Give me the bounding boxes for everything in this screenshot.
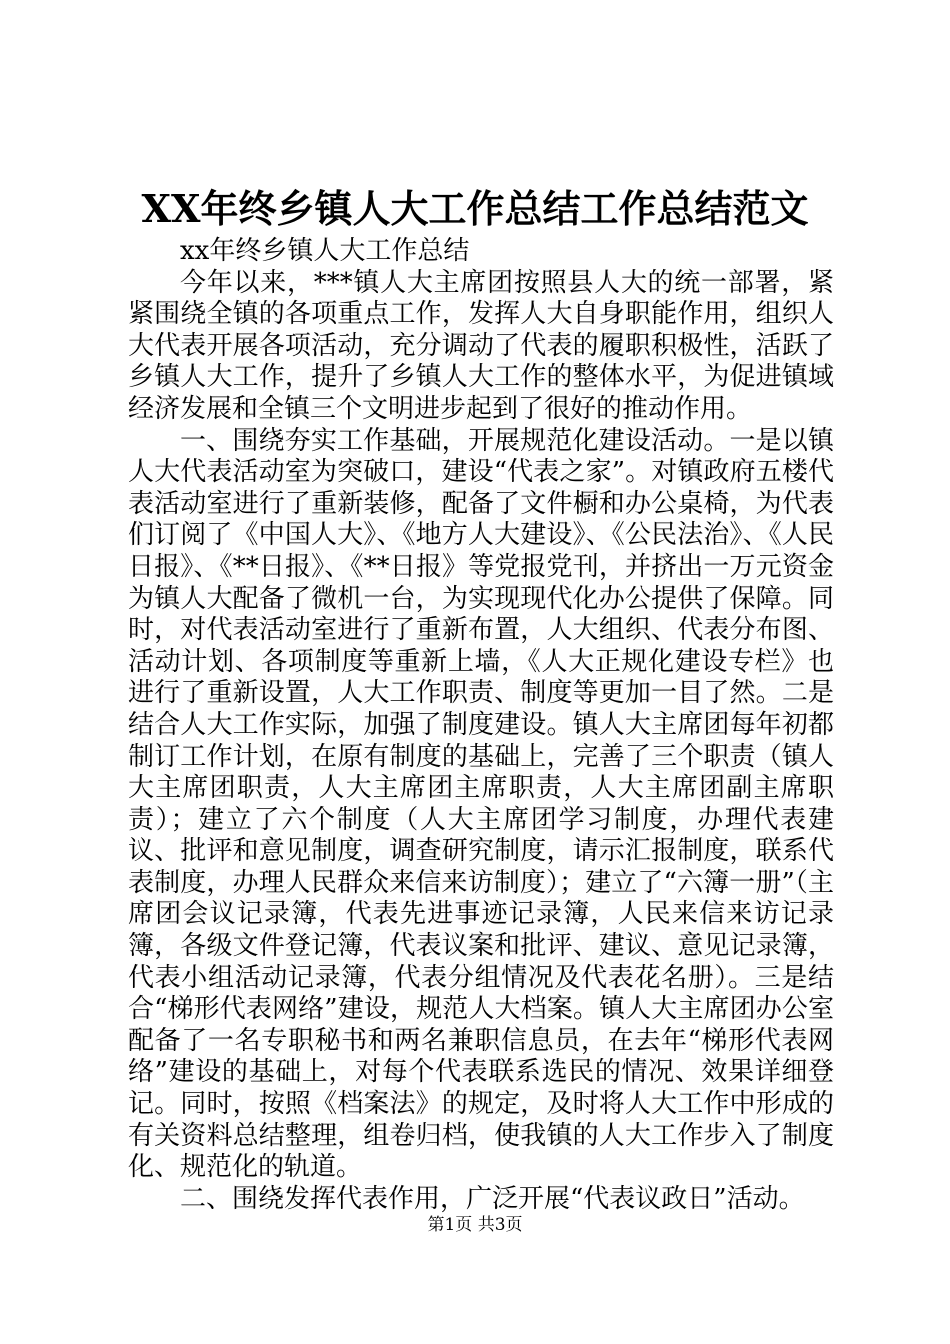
paragraph-section-two: 二、围绕发挥代表作用，广泛开展“代表议政日”活动。 [180, 1183, 805, 1214]
paragraph-section-one: 一、围绕夯实工作基础，开展规范化建设活动。一是以镇人大代表活动室为突破口，建设“代表之家”。对镇政府五楼代表活动室进行了重新装修，配备了文件橱和办公桌椅，为代表们订阅了《中国人大》、《地方人大建设》、《公民法治》、《人民日报》、《**日报》、《**日报》等党报党刊，并挤出一万元资金为镇人大配备了微机一台，为实现现代化办公提供了保障。同时，对代表活动室进行了重新布置，人大组织、代表分布图、活动计划、各项制度等重新上墙，《人大正规化建设专栏》也进行了重新设置，人大工作职责、制度等更加一目了然。二是结合人大工作实际，加强了制度建设。镇人大主席团每年初都制订工作计划，在原有制度的基础上，完善了三个职责（镇人大主席团职责，人大主席团主席职责，人大主席团副主席职责）；建立了六个制度（人大主席团学习制度，办理代表建议、批评和意见制度，调查研究制度，请示汇报制度，联系代表制度，办理人民群众来信来访制度）；建立了“六簿一册”（主席团会议记录簿，代表先进事迹记录簿，人民来信来访记录簿，各级文件登记簿，代表议案和批评、建议、意见记录簿，代表小组活动记录簿，代表分组情况及代表花名册）。三是结合“梯形代表网络”建设，规范人大档案。镇人大主席团办公室配备了一名专职秘书和两名兼职信息员，在去年“梯形代表网络”建设的基础上，对每个代表联系选民的情况、效果详细登记。同时，按照《档案法》的规定，及时将人大工作中形成的有关资料总结整理，组卷归档，使我镇的人大工作步入了制度化、规范化的轨道。 [128, 425, 834, 1183]
document-body [128, 236, 834, 1215]
paragraph-subtitle: xx年终乡镇人大工作总结 [180, 236, 470, 266]
paragraph-intro: 今年以来，***镇人大主席团按照县人大的统一部署，紧紧围绕全镇的各项重点工作，发挥人大自身职能作用，组织人大代表开展各项活动，充分调动了代表的履职积极性，活跃了乡镇人大工作，提升了乡镇人大工作的整体水平，为促进镇域经济发展和全镇三个文明进步起到了很好的推动作用。 [128, 267, 834, 424]
page-footer: 第1页 共3页 [427, 1215, 523, 1235]
document-title: XX年终乡镇人大工作总结工作总结范文 [141, 186, 809, 231]
